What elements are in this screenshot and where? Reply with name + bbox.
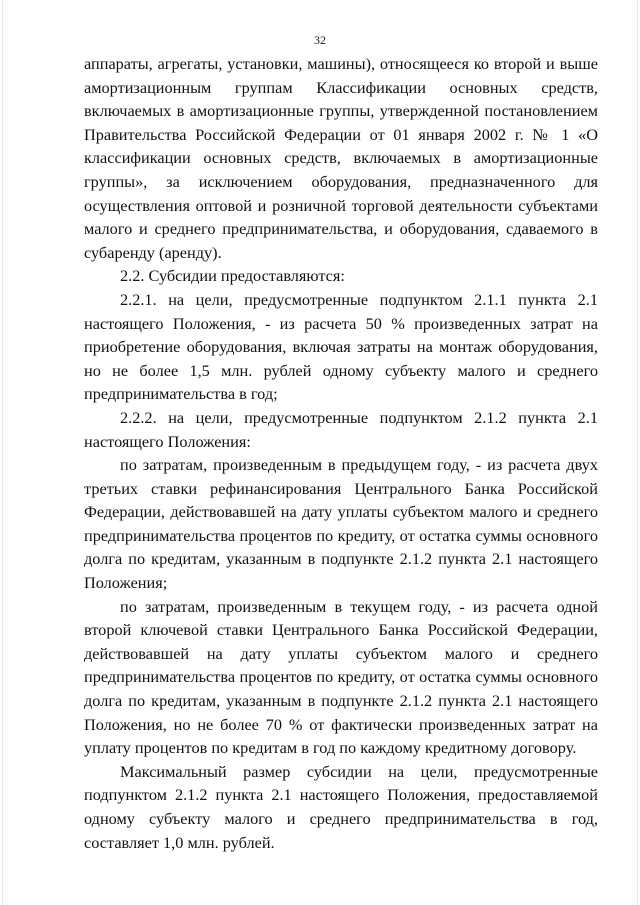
scan-edge-left [2,0,3,905]
document-body [84,52,598,854]
paragraph-2-2-2: 2.2.2. на цели, предусмотренные подпунктом 2.1.2 пункта 2.1 настоящего Положения: [84,407,598,451]
paragraph-2-2: 2.2. Субсидии предоставляются: [120,266,345,286]
paragraph-previous-year-costs: по затратам, произведенным в предыдущем году, - из расчета двух третьих ставки рефинансирования Центрального Банка Российской Федерации, действовавшей на дату уплаты субъектом малого и среднего предпринимательства процентов по кредиту, от остатка суммы основного долга по кредитам, указанным в подпункте 2.1.2 пункта 2.1 настоящего Положения; [84,455,598,593]
paragraph-2-2-1: 2.2.1. на цели, предусмотренные подпунктом 2.1.1 пункта 2.1 настоящего Положения, - из расчета 50 % произведенных затрат на приобретение оборудования, включая затраты на монтаж оборудования, но не более 1,5 млн. рублей одному субъекту малого и среднего предпринимательства в год; [84,289,598,404]
paragraph-continuation: аппараты, агрегаты, установки, машины), относящееся ко второй и выше амортизационным группам Классификации основных средств, включаемых в амортизационные группы, утвержденной постановлением Правительства Российской Федерации от 01 января 2002 г. № 1 «О классификации основных средств, включаемых в амортизационные группы», за исключением оборудования, предназначенного для осуществления оптовой и розничной торговой деятельности субъектами малого и среднего предпринимательства, и оборудования, сдаваемого в субаренду (аренду). [84,54,598,262]
paragraph-current-year-costs: по затратам, произведенным в текущем году, - из расчета одной второй ключевой ставки Центрального Банка Российской Федерации, действовавшей на дату уплаты субъектом малого и среднего предпринимательства процентов по кредиту, от остатка суммы основного долга по кредитам, указанным в подпункте 2.1.2 пункта 2.1 настоящего Положения, но не более 70 % от фактически произведенных затрат на уплату процентов по кредитам в год по каждому кредитному договору. [84,596,598,758]
page-number: 32 [314,33,326,47]
paragraph-max-subsidy: Максимальный размер субсидии на цели, предусмотренные подпунктом 2.1.2 пункта 2.1 настоящего Положения, предоставляемой одному субъекту малого и среднего предпринимательства в год, составляет 1,0 млн. рублей. [84,761,598,852]
scan-edge-right [637,0,638,905]
